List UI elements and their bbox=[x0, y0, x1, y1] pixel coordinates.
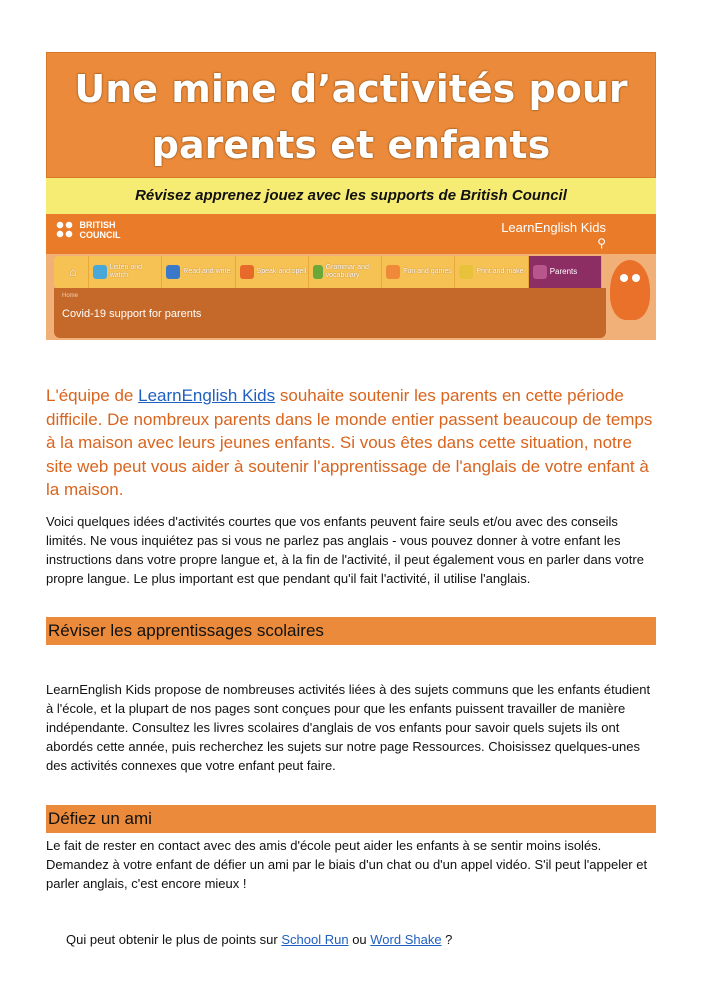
paragraph-revision: LearnEnglish Kids propose de nombreuses activités liées à des sujets communs que les enfants étudient à l'école, et la plupart de nos pages sont conçues pour que les enfants puissent travailler de manière indépendante. Consultez les livres scolaires d'anglais de vos enfants pour savoir quels sujets ils ont abordés cette année, puis recherchez les sujets sur notre page Ressources. Choisissez quelques-unes des activités connexes que votre enfant peut faire. bbox=[46, 682, 651, 773]
final-text-middle: ou bbox=[348, 932, 371, 947]
section-heading-challenge: Défiez un ami bbox=[46, 805, 656, 833]
nav-label: Print and make bbox=[476, 268, 524, 275]
home-icon: ⌂ bbox=[54, 256, 89, 288]
breadcrumb: Home bbox=[62, 293, 79, 299]
grammar-icon bbox=[313, 265, 323, 279]
parents-icon bbox=[533, 265, 547, 279]
learnenglish-kids-link[interactable]: LearnEnglish Kids bbox=[138, 386, 276, 405]
paragraph-activities: Voici quelques idées d'activités courtes que vos enfants peuvent faire seuls et/ou avec des conseils limités. Ne vous inquiétez pas si vous ne parlez pas anglais - vous pouvez donner à votre enfant les instructions dans votre propre langue et, à la fin de l'activité, il peut également vous en parler dans votre propre langue. Le plus important est que pendant qu'il fait l'activité, il utilise l'anglais. bbox=[46, 514, 644, 586]
intro-paragraph bbox=[46, 384, 658, 502]
nav-label: Listen and watch bbox=[109, 264, 143, 279]
brand-line-2: COUNCIL bbox=[79, 230, 121, 240]
nav-label: Grammar and vocabulary bbox=[325, 264, 369, 279]
games-icon bbox=[386, 265, 400, 279]
nav-item-print bbox=[455, 256, 528, 288]
nav-item-speak bbox=[236, 256, 309, 288]
nav-label: Speak and spell bbox=[256, 268, 307, 275]
word-shake-link[interactable]: Word Shake bbox=[370, 932, 442, 947]
intro-text-end: souhaite soutenir les parents en cette période difficile. De nombreux parents dans le monde entier passent beaucoup de temps à la maison avec leurs jeunes enfants. Si vous êtes dans cette situation, notre site web peut vous aider à soutenir l'apprentissage de l'anglais de votre enfant à la maison. bbox=[46, 386, 653, 499]
listen-icon bbox=[93, 265, 107, 279]
nav-item-listen bbox=[89, 256, 162, 288]
title-banner bbox=[46, 52, 656, 178]
brand-line-1: BRITISH bbox=[79, 220, 116, 230]
nav-item-read bbox=[162, 256, 235, 288]
nav-item-grammar bbox=[309, 256, 382, 288]
british-council-dots-icon bbox=[56, 221, 74, 239]
title-line-1: Une mine d’activités pour bbox=[74, 67, 628, 111]
nav-label: Parents bbox=[549, 267, 578, 276]
school-run-link[interactable]: School Run bbox=[281, 932, 349, 947]
book-icon bbox=[166, 265, 180, 279]
screenshot-nav bbox=[54, 256, 602, 288]
subtitle: Révisez apprenez jouez avec les supports de British Council bbox=[46, 178, 656, 214]
british-council-logo bbox=[56, 220, 121, 240]
final-text-start: Qui peut obtenir le plus de points sur bbox=[66, 932, 282, 947]
nav-item-fun bbox=[382, 256, 455, 288]
title-line-2: parents et enfants bbox=[151, 123, 551, 167]
learnenglish-kids-logo: LearnEnglish Kids bbox=[501, 220, 606, 235]
print-icon bbox=[459, 265, 473, 279]
website-screenshot bbox=[46, 214, 656, 340]
abc-icon bbox=[240, 265, 254, 279]
paragraph-challenge: Le fait de rester en contact avec des amis d'école peut aider les enfants à se sentir moins isolés. Demandez à votre enfant de défier un ami par le biais d'un chat ou d'un appel vidéo. S'il peut l'appeler et parler anglais, c'est encore mieux ! bbox=[46, 838, 648, 891]
search-icon: ⚲ bbox=[597, 236, 606, 250]
screenshot-page-heading: Covid-19 support for parents bbox=[62, 308, 202, 320]
intro-text-start: L'équipe de bbox=[46, 386, 139, 405]
final-text-end: ? bbox=[441, 932, 453, 947]
final-question bbox=[66, 930, 452, 949]
section-heading-revision: Réviser les apprentissages scolaires bbox=[46, 617, 656, 645]
nav-label: Fun and games bbox=[403, 268, 452, 275]
monster-mascot-icon bbox=[610, 260, 650, 320]
nav-item-parents bbox=[529, 256, 602, 288]
nav-label: Read and write bbox=[183, 268, 231, 275]
screenshot-panel bbox=[54, 288, 606, 338]
